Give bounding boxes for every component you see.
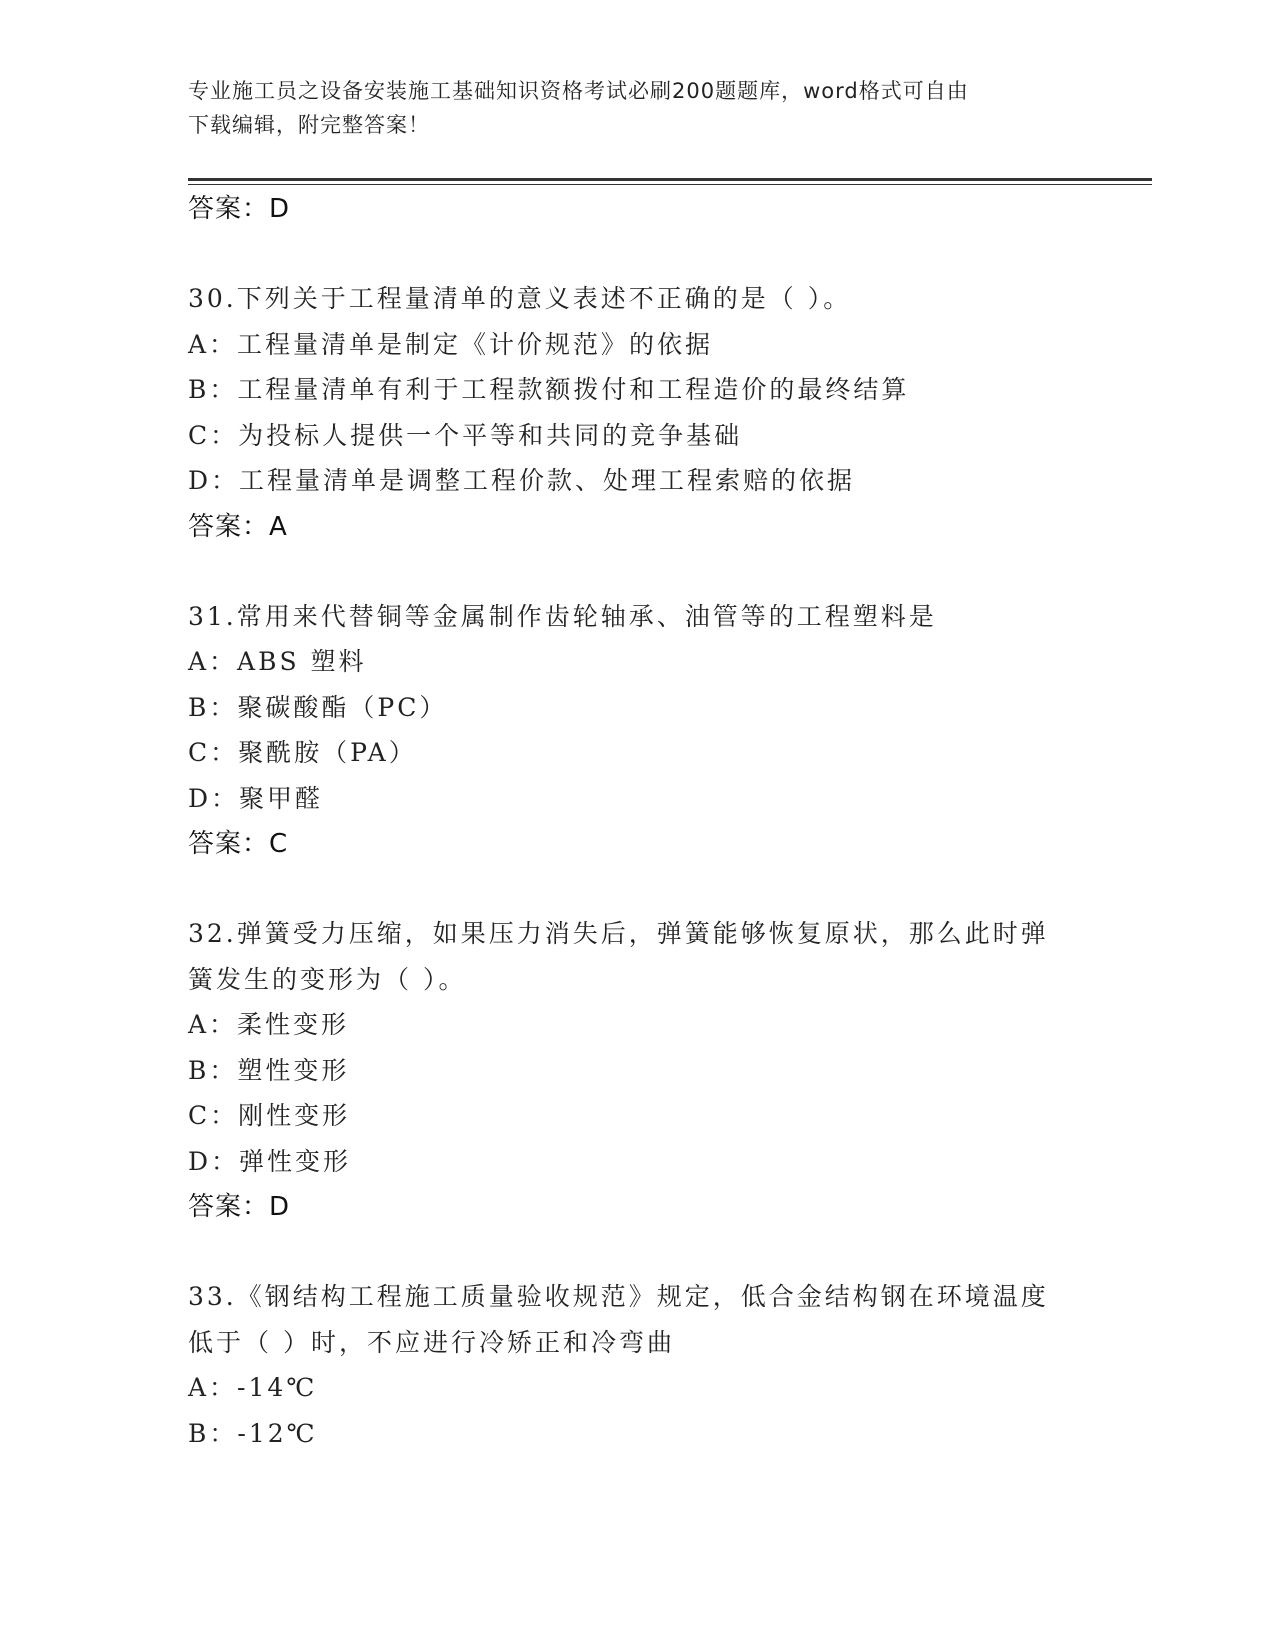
option-b: B：-12℃ <box>188 1418 318 1448</box>
question-text: 31.常用来代替铜等金属制作齿轮轴承、油管等的工程塑料是 <box>188 601 937 631</box>
question-list <box>188 186 1088 1456</box>
document-header <box>188 74 1078 142</box>
option-a: A：柔性变形 <box>188 1010 350 1039</box>
answer: 答案：C <box>188 829 289 859</box>
answer: 答案：A <box>188 511 288 542</box>
option-c: C：为投标人提供一个平等和共同的竞争基础 <box>188 420 743 450</box>
answer: 答案：D <box>188 1192 291 1222</box>
question-text: 30.下列关于工程量清单的意义表述不正确的是（ ）。 <box>188 284 852 313</box>
question-33 <box>188 1274 1088 1456</box>
previous-answer: 答案：D <box>188 194 291 224</box>
question-text-line-2: 低于（ ）时，不应进行冷矫正和冷弯曲 <box>188 1327 675 1357</box>
question-text-line-1: 33.《钢结构工程施工质量验收规范》规定，低合金结构钢在环境温度 <box>188 1282 1049 1311</box>
option-d: D：聚甲醛 <box>188 783 324 813</box>
header-divider-thick <box>188 178 1152 181</box>
option-d: D：弹性变形 <box>188 1146 352 1176</box>
question-text-line-2: 簧发生的变形为（ ）。 <box>188 964 467 994</box>
option-b: B：工程量清单有利于工程款额拨付和工程造价的最终结算 <box>188 375 910 404</box>
option-a: A：-14℃ <box>188 1373 318 1402</box>
option-b: B：聚碳酸酯（PC） <box>188 692 448 722</box>
question-30 <box>188 276 1088 550</box>
option-a: A：工程量清单是制定《计价规范》的依据 <box>188 329 714 359</box>
option-c: C：聚酰胺（PA） <box>188 738 417 767</box>
header-line-2: 下载编辑，附完整答案！ <box>188 113 430 137</box>
header-line-1: 专业施工员之设备安装施工基础知识资格考试必刷200题题库，word格式可自由 <box>188 79 969 103</box>
header-divider-thin <box>188 184 1152 185</box>
question-text-line-1: 32.弹簧受力压缩，如果压力消失后，弹簧能够恢复原状，那么此时弹 <box>188 919 1049 948</box>
option-a: A：ABS 塑料 <box>188 647 367 676</box>
question-32 <box>188 911 1088 1230</box>
option-b: B：塑性变形 <box>188 1055 350 1085</box>
question-31 <box>188 594 1088 868</box>
option-c: C：刚性变形 <box>188 1101 351 1130</box>
option-d: D：工程量清单是调整工程价款、处理工程索赔的依据 <box>188 466 856 495</box>
